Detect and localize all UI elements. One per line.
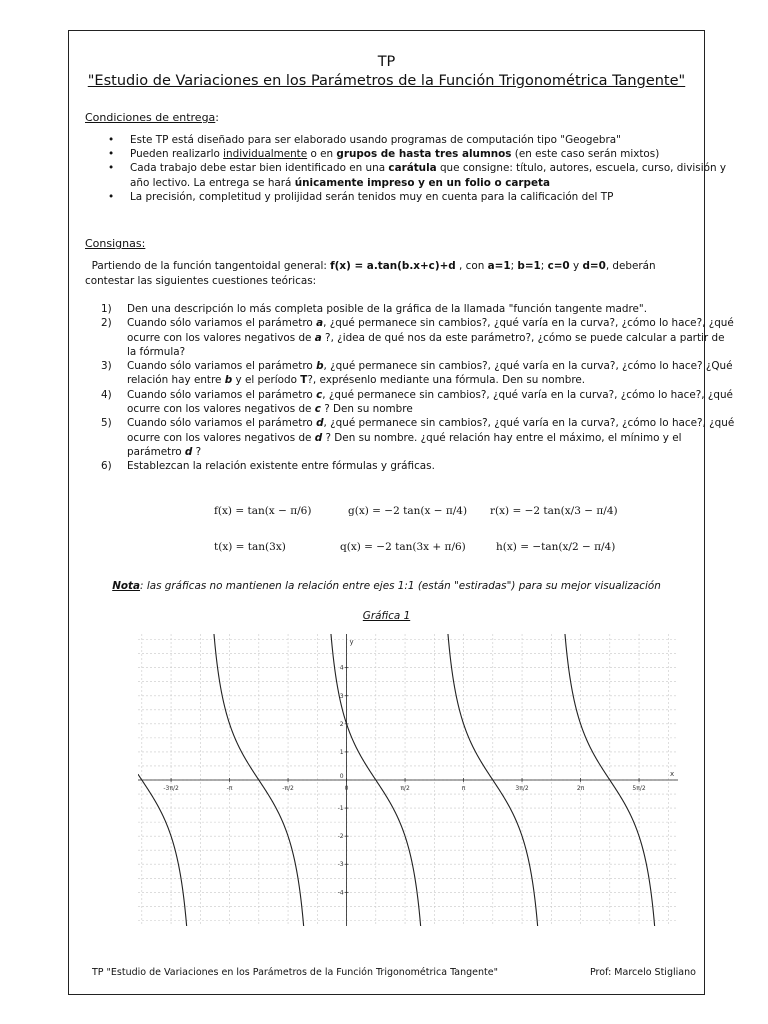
origin-label: 0 — [339, 773, 344, 780]
note: Nota: las gráficas no mantienen la relación entre ejes 1:1 (están "estiradas") para su mejor visualización — [112, 580, 661, 592]
list-item: • Pueden realizarlo individualmente o en grupos de hasta tres alumnos (en este caso serán mixtos) — [130, 147, 730, 161]
conditions-list — [85, 133, 730, 204]
tangent-graph — [138, 634, 678, 926]
list-item: 6) Establezcan la relación existente entre fórmulas y gráficas. — [101, 460, 435, 473]
graph-title: Gráfica 1 — [362, 610, 411, 622]
formula-q: q(x) = −2 tan(3x + π/6) — [340, 541, 466, 553]
y-tick-label: -3 — [337, 861, 344, 869]
y-tick-label: 3 — [339, 692, 344, 700]
conditions-heading: Condiciones de entrega: — [85, 111, 220, 124]
x-tick-label: 3π/2 — [515, 785, 529, 792]
y-tick-label: 1 — [339, 748, 344, 756]
list-item: 1) Den una descripción lo más completa posible de la gráfica de la llamada "función tangente madre". — [101, 303, 648, 315]
formula-h: h(x) = −tan(x/2 − π/4) — [496, 541, 616, 553]
formula-r: r(x) = −2 tan(x/3 − π/4) — [490, 505, 618, 517]
list-item: 2) Cuando sólo variamos el parámetro a, ¿qué permanece sin cambios?, ¿qué varía en la curva?, ¿cómo lo hace?, ¿qué ocurre con los valores negativos de a ?, ¿idea de qué nos da este parámetro?, ¿cómo se puede calcular a partir de la fórmula? — [101, 317, 734, 358]
y-tick-label: -1 — [337, 805, 344, 813]
doc-title: TP — [377, 54, 396, 70]
instructions-intro: Partiendo de la función tangentoidal general: f(x) = a.tan(b.x+c)+d , con a=1; b=1; c=0 y d=0, deberán contestar las siguientes cuestiones teóricas: — [85, 260, 656, 287]
x-tick-label: -π — [226, 785, 233, 792]
y-tick-label: -4 — [337, 889, 344, 897]
y-tick-label: 4 — [339, 664, 344, 672]
x-tick-label: 5π/2 — [632, 785, 646, 792]
x-axis-label: x — [670, 770, 675, 778]
footer-author: Prof: Marcelo Stigliano — [590, 967, 696, 978]
x-tick-label: 2π — [576, 785, 585, 792]
y-tick-label: -2 — [337, 833, 344, 841]
list-item: • Cada trabajo debe estar bien identificado en una carátula que consigne: título, autores, escuela, curso, división y año lectivo. La entrega se hará únicamente impreso y en un folio o carpeta — [130, 161, 730, 189]
doc-subtitle: "Estudio de Variaciones en los Parámetros de la Función Trigonométrica Tangente" — [87, 73, 686, 89]
questions-list — [85, 302, 737, 474]
footer-title: TP "Estudio de Variaciones en los Parámetros de la Función Trigonométrica Tangente" — [92, 967, 498, 978]
list-item: • Este TP está diseñado para ser elaborado usando programas de computación tipo "Geogebra" — [130, 133, 730, 147]
x-tick-label: -3π/2 — [163, 785, 179, 792]
y-axis-label: y — [349, 638, 354, 646]
x-tick-label: 0 — [344, 785, 349, 792]
list-item: • La precisión, completitud y prolijidad serán tenidos muy en cuenta para la calificación del TP — [130, 190, 730, 204]
y-tick-label: 2 — [339, 720, 344, 728]
x-tick-label: π — [461, 785, 466, 792]
list-item: 4) Cuando sólo variamos el parámetro c, ¿qué permanece sin cambios?, ¿qué varía en la curva?, ¿cómo lo hace?, ¿qué ocurre con los valores negativos de c ? Den su nombre — [101, 388, 733, 416]
list-item: 5) Cuando sólo variamos el parámetro d, ¿qué permanece sin cambios?, ¿qué varía en la curva?, ¿cómo lo hace?, ¿qué ocurre con los valores negativos de d ? Den su nombre. ¿qué relación hay entre el máximo, el mínimo y el parámetro d ? — [101, 417, 735, 458]
formula-t: t(x) = tan(3x) — [214, 541, 286, 553]
formula-g: g(x) = −2 tan(x − π/4) — [348, 505, 468, 517]
instructions-heading: Consignas: — [85, 237, 146, 250]
x-tick-label: π/2 — [400, 785, 410, 792]
x-tick-label: -π/2 — [282, 785, 294, 792]
list-item: 3) Cuando sólo variamos el parámetro b, ¿qué permanece sin cambios?, ¿qué varía en la curva?, ¿cómo lo hace? ¿Qué relación hay entre b y el período T?, exprésenlo mediante una fórmula. Den su nombre. — [101, 360, 733, 387]
formula-f: f(x) = tan(x − π/6) — [214, 505, 312, 517]
